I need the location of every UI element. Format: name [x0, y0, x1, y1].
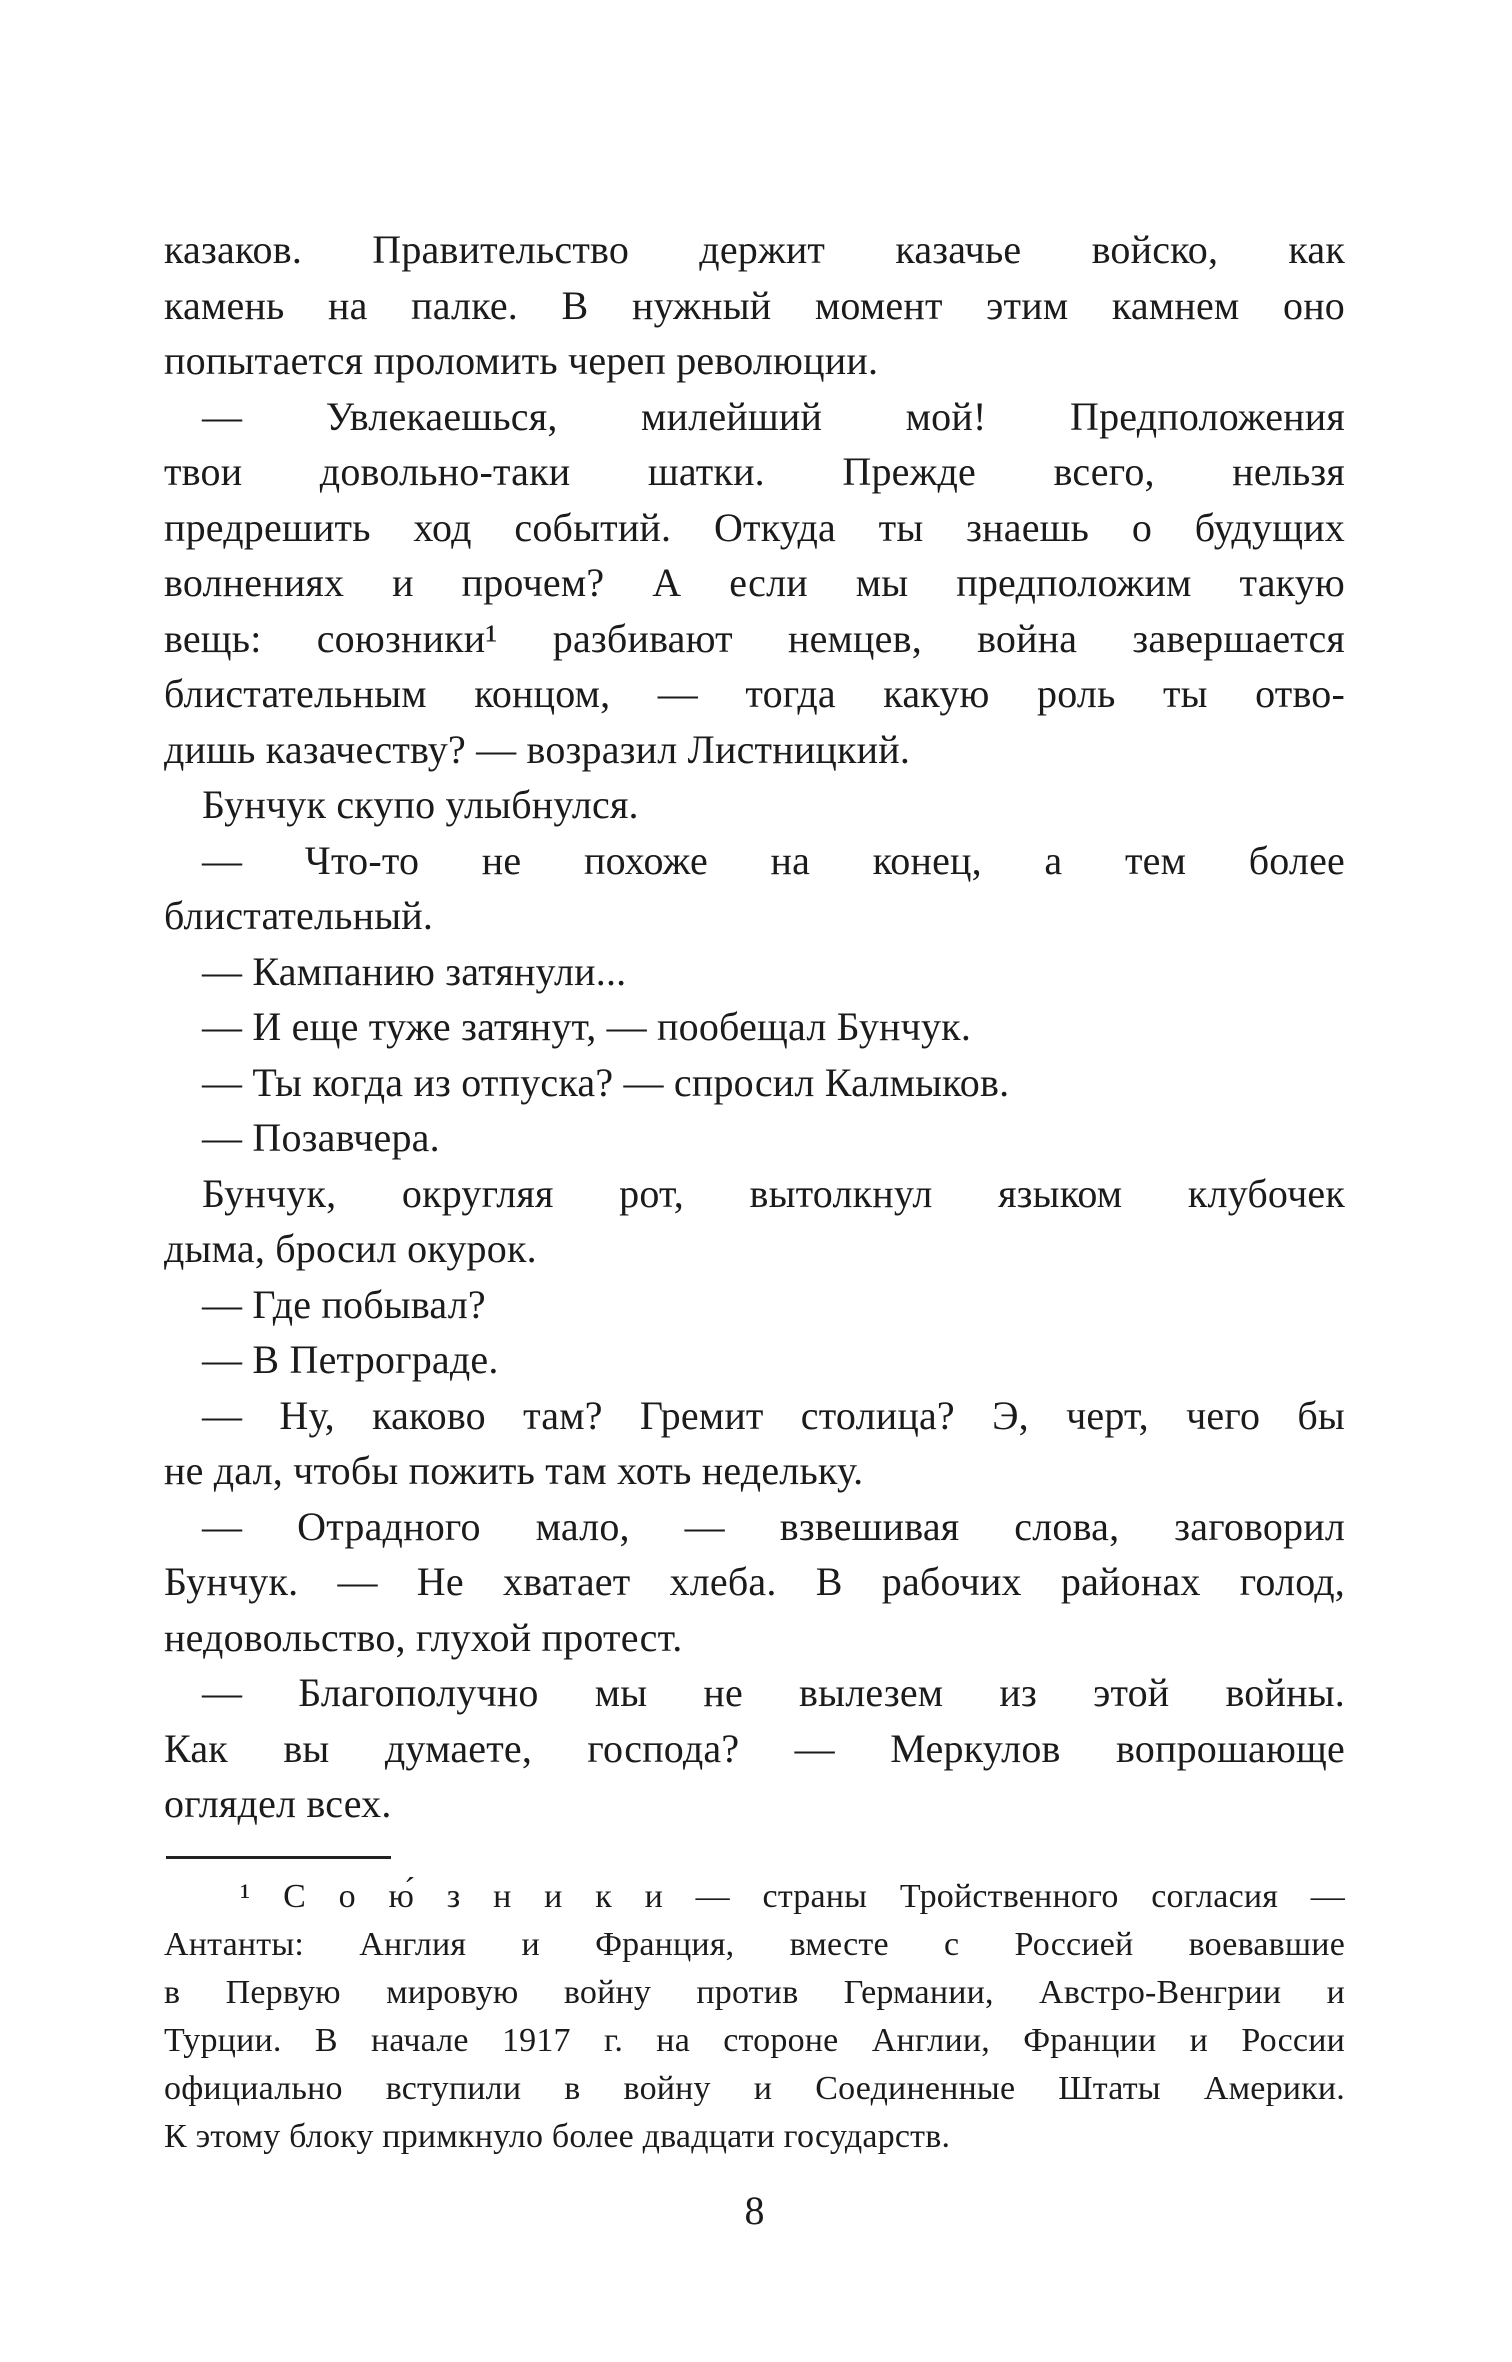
paragraph — [164, 999, 1345, 1055]
paragraph — [164, 389, 1345, 778]
text-line: казаков. Правительство держит казачье войско, как — [164, 227, 1345, 272]
paragraph — [164, 1332, 1345, 1388]
paragraph — [164, 833, 1345, 944]
text-line: предрешить ход событий. Откуда ты знаешь о будущих — [164, 504, 1345, 550]
text-line: ¹ С о ю́ з н и к и — страны Тройственного согласия — — [240, 1877, 1345, 1915]
text-line: оглядел всех. — [164, 1781, 392, 1826]
text-line: Бунчук скупо улыбнулся. — [202, 782, 639, 827]
text-line: — Кампанию затянули... — [202, 948, 627, 994]
text-line: камень на палке. В нужный момент этим камнем оно — [164, 282, 1345, 328]
paragraph — [164, 222, 1345, 389]
paragraph — [164, 1665, 1345, 1832]
footnote-separator — [166, 1856, 391, 1859]
paragraph — [164, 1388, 1345, 1499]
text-line: Антанты: Англия и Франция, вместе с Россией воевавшие — [164, 1925, 1345, 1963]
text-line: — Ну, каково там? Гремит столица? Э, черт, чего бы — [202, 1392, 1345, 1438]
text-line: Бунчук. — Не хватает хлеба. В рабочих районах голод, — [164, 1559, 1345, 1604]
paragraph — [164, 1166, 1345, 1277]
text-line: недовольство, глухой протест. — [164, 1614, 683, 1660]
text-line: Как вы думаете, господа? — Меркулов вопрошающе — [164, 1725, 1345, 1771]
text-line: волнениях и прочем? А если мы предположим такую — [164, 560, 1345, 605]
text-line: блистательным концом, — тогда какую роль ты отво- — [164, 671, 1345, 716]
paragraph — [164, 1055, 1345, 1111]
text-line: дишь казачеству? — возразил Листницкий. — [164, 726, 911, 772]
paragraph — [164, 777, 1345, 833]
paragraph — [164, 1277, 1345, 1333]
text-line: не дал, чтобы пожить там хоть недельку. — [164, 1448, 864, 1493]
text-line: Бунчук, округляя рот, вытолкнул языком клубочек — [202, 1170, 1345, 1216]
text-line: попытается проломить череп революции. — [164, 338, 879, 383]
text-line: в Первую мировую войну против Германии, Австро-Венгрии и — [164, 1973, 1345, 2011]
footnote — [164, 1873, 1345, 2161]
main-text — [164, 222, 1345, 1832]
text-line: К этому блоку примкнуло более двадцати государств. — [164, 2117, 951, 2155]
text-line: — В Петрограде. — [202, 1337, 499, 1382]
text-line: — Где побывал? — [202, 1281, 486, 1327]
text-line: блистательный. — [164, 893, 434, 938]
paragraph — [164, 944, 1345, 1000]
text-line: — Ты когда из отпуска? — спросил Калмыков. — [202, 1059, 1010, 1105]
text-line: — Благополучно мы не вылезем из этой войны. — [202, 1670, 1345, 1715]
text-line: — Что-то не похоже на конец, а тем более — [202, 837, 1345, 883]
paragraph — [164, 1873, 1345, 2161]
text-line: твои довольно-таки шатки. Прежде всего, нельзя — [164, 449, 1345, 494]
text-line: — Позавчера. — [202, 1115, 440, 1160]
page-number: 8 — [744, 2187, 765, 2233]
text-line: Турции. В начале 1917 г. на стороне Англии, Франции и России — [164, 2021, 1345, 2059]
text-line: — И еще туже затянут, — пообещал Бунчук. — [202, 1004, 972, 1049]
paragraph — [164, 1110, 1345, 1166]
text-line: официально вступили в войну и Соединенные Штаты Америки. — [164, 2069, 1345, 2107]
text-line: — Отрадного мало, — взвешивая слова, заговорил — [202, 1503, 1345, 1549]
text-line: вещь: союзники¹ разбивают немцев, война завершается — [164, 615, 1345, 661]
text-line: — Увлекаешься, милейший мой! Предположения — [202, 393, 1345, 439]
text-line: дыма, бросил окурок. — [164, 1226, 537, 1271]
paragraph — [164, 1499, 1345, 1666]
